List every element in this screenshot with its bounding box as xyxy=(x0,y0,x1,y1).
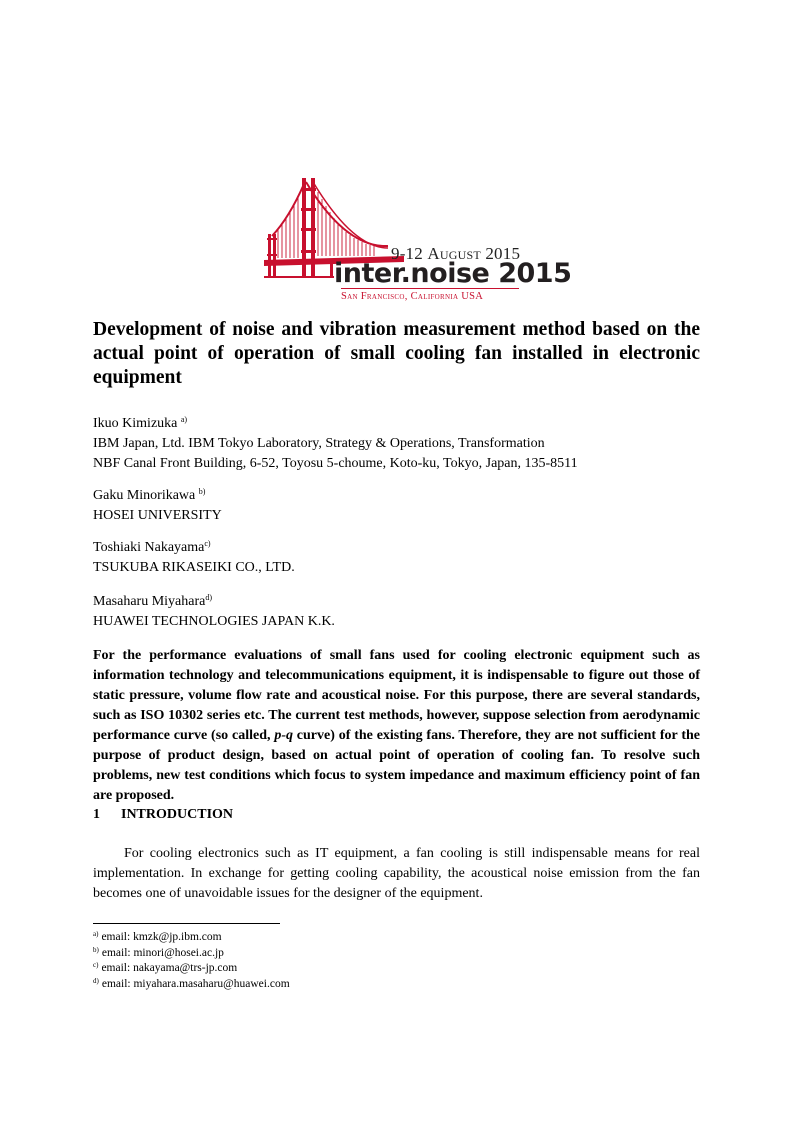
section-heading xyxy=(93,807,233,823)
conference-location: San Francisco, California USA xyxy=(341,291,484,302)
author-affiliation: HOSEI UNIVERSITY xyxy=(93,508,222,523)
author-affiliation: HUAWEI TECHNOLOGIES JAPAN K.K. xyxy=(93,614,335,629)
author-name: Masaharu Miyahara$^{d)}$ xyxy=(93,593,213,609)
footnotes xyxy=(93,930,290,992)
footnote-divider xyxy=(93,923,280,924)
author-affiliation: IBM Japan, Ltd. IBM Tokyo Laboratory, Strategy & Operations, Transformation xyxy=(93,436,545,451)
footnote: $^{b)}$ email: minori@hosei.ac.jp xyxy=(93,945,224,959)
intro-paragraph: For cooling electronics such as IT equipment, a fan cooling is still indispensable means for real implementation. In exchange for getting cooling capability, the acoustical noise emission from the fan becomes one of unavoidable issues for the designer of the equipment. xyxy=(93,846,700,901)
author-2 xyxy=(93,486,713,526)
date-month: August xyxy=(427,244,481,263)
author-address: NBF Canal Front Building, 6-52, Toyosu 5-choume, Koto-ku, Tokyo, Japan, 135-8511 xyxy=(93,456,578,471)
paper-title: Development of noise and vibration measurement method based on the actual point of operation of small cooling fan installed in electronic equipment xyxy=(93,319,700,388)
author-name: Toshiaki Nakayama$^{c)}$ xyxy=(93,539,211,555)
author-1 xyxy=(93,414,713,474)
author-affiliation: TSUKUBA RIKASEIKI CO., LTD. xyxy=(93,560,295,575)
author-3 xyxy=(93,538,713,578)
author-name: Ikuo Kimizuka $^{a)}$ xyxy=(93,415,188,431)
footnote: $^{a)}$ email: kmzk@jp.ibm.com xyxy=(93,930,222,943)
conference-date: 9-12 August 2015 xyxy=(391,244,521,263)
section-number: 1 xyxy=(93,807,100,822)
section-title: INTRODUCTION xyxy=(121,807,234,822)
footnote: $^{d)}$ email: miyahara.masaharu@huawei.com xyxy=(93,976,290,990)
footnote: $^{c)}$ email: nakayama@trs-jp.com xyxy=(93,961,238,974)
pq-term: p-q xyxy=(274,728,293,743)
abstract: For the performance evaluations of small fans used for cooling electronic equipment such as information technology and telecommunications equipment, it is indispensable to figure out those of static pressure, volume flow rate and acoustical noise. For this purpose, there are several standards, such as ISO 10302 series etc. The current test methods, however, suppose selection from aerodynamic performance curve (so called, p-q curve) of the existing fans. Therefore, they are not sufficient for the purpose of product design, based on actual point of operation of cooling fan. To resolve such problems, new test conditions which focus to system impedance and maximum efficiency point of fan are proposed. xyxy=(93,648,700,803)
conference-logo xyxy=(264,178,572,306)
author-4 xyxy=(93,592,713,632)
author-name: Gaku Minorikawa $^{b)}$ xyxy=(93,487,206,503)
conference-brand: inter.noise 2015 xyxy=(334,258,572,289)
